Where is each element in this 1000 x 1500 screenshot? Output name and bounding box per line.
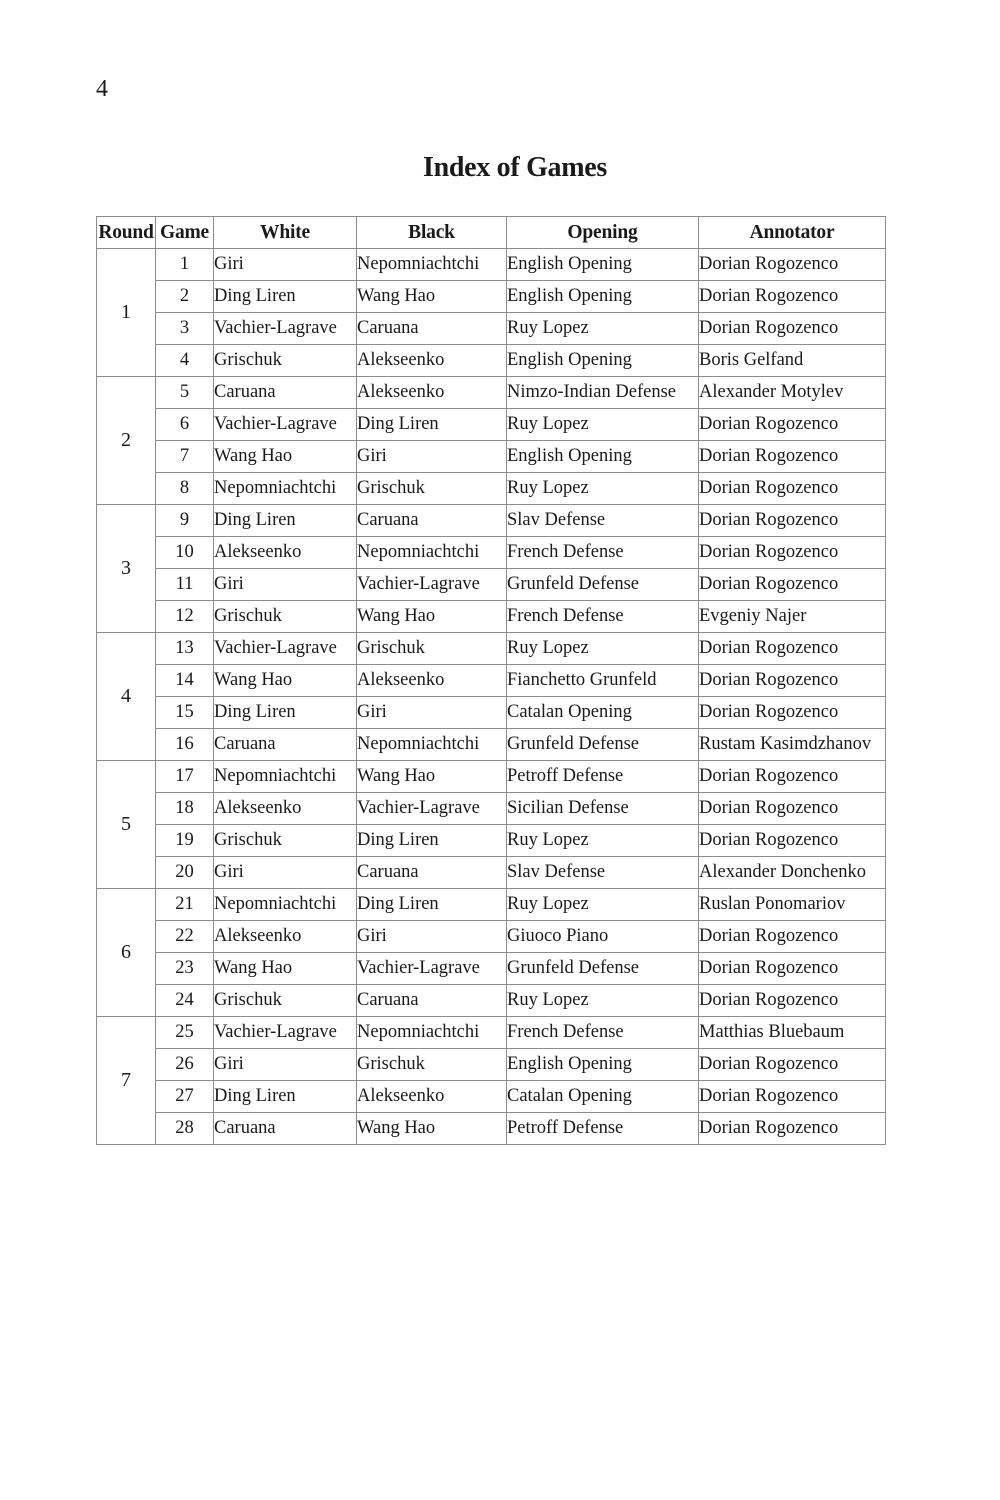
black-cell: Alekseenko bbox=[357, 1081, 507, 1113]
annotator-cell: Dorian Rogozenco bbox=[699, 1049, 886, 1081]
opening-cell: Grunfeld Defense bbox=[507, 729, 699, 761]
black-cell: Grischuk bbox=[357, 1049, 507, 1081]
table-row bbox=[97, 1113, 886, 1145]
black-cell: Ding Liren bbox=[357, 409, 507, 441]
white-cell: Wang Hao bbox=[214, 953, 357, 985]
table-row bbox=[97, 537, 886, 569]
table-row bbox=[97, 825, 886, 857]
opening-cell: English Opening bbox=[507, 1049, 699, 1081]
game-cell: 3 bbox=[156, 313, 214, 345]
black-cell: Grischuk bbox=[357, 473, 507, 505]
black-cell: Giri bbox=[357, 921, 507, 953]
game-cell: 6 bbox=[156, 409, 214, 441]
annotator-cell: Dorian Rogozenco bbox=[699, 697, 886, 729]
game-cell: 21 bbox=[156, 889, 214, 921]
game-cell: 25 bbox=[156, 1017, 214, 1049]
opening-cell: Ruy Lopez bbox=[507, 985, 699, 1017]
opening-cell: English Opening bbox=[507, 441, 699, 473]
game-cell: 10 bbox=[156, 537, 214, 569]
table-row bbox=[97, 473, 886, 505]
table-row bbox=[97, 697, 886, 729]
opening-cell: Slav Defense bbox=[507, 505, 699, 537]
opening-cell: Giuoco Piano bbox=[507, 921, 699, 953]
annotator-cell: Rustam Kasimdzhanov bbox=[699, 729, 886, 761]
annotator-cell: Evgeniy Najer bbox=[699, 601, 886, 633]
column-header-opening: Opening bbox=[507, 217, 699, 249]
black-cell: Caruana bbox=[357, 313, 507, 345]
opening-cell: Ruy Lopez bbox=[507, 313, 699, 345]
game-cell: 11 bbox=[156, 569, 214, 601]
annotator-cell: Dorian Rogozenco bbox=[699, 409, 886, 441]
black-cell: Caruana bbox=[357, 857, 507, 889]
table-row bbox=[97, 281, 886, 313]
white-cell: Grischuk bbox=[214, 345, 357, 377]
opening-cell: Ruy Lopez bbox=[507, 825, 699, 857]
opening-cell: French Defense bbox=[507, 1017, 699, 1049]
white-cell: Ding Liren bbox=[214, 697, 357, 729]
black-cell: Vachier-Lagrave bbox=[357, 953, 507, 985]
white-cell: Vachier-Lagrave bbox=[214, 1017, 357, 1049]
round-cell: 6 bbox=[97, 889, 156, 1017]
black-cell: Nepomniachtchi bbox=[357, 537, 507, 569]
annotator-cell: Dorian Rogozenco bbox=[699, 825, 886, 857]
table-row bbox=[97, 889, 886, 921]
black-cell: Ding Liren bbox=[357, 825, 507, 857]
round-cell: 5 bbox=[97, 761, 156, 889]
opening-cell: French Defense bbox=[507, 601, 699, 633]
opening-cell: French Defense bbox=[507, 537, 699, 569]
white-cell: Nepomniachtchi bbox=[214, 889, 357, 921]
white-cell: Alekseenko bbox=[214, 921, 357, 953]
opening-cell: Ruy Lopez bbox=[507, 889, 699, 921]
table-row bbox=[97, 441, 886, 473]
annotator-cell: Alexander Donchenko bbox=[699, 857, 886, 889]
opening-cell: Petroff Defense bbox=[507, 1113, 699, 1145]
opening-cell: Fianchetto Grunfeld bbox=[507, 665, 699, 697]
game-cell: 1 bbox=[156, 249, 214, 281]
column-header-round: Round bbox=[97, 217, 156, 249]
opening-cell: English Opening bbox=[507, 281, 699, 313]
annotator-cell: Ruslan Ponomariov bbox=[699, 889, 886, 921]
game-cell: 23 bbox=[156, 953, 214, 985]
black-cell: Giri bbox=[357, 697, 507, 729]
opening-cell: Ruy Lopez bbox=[507, 473, 699, 505]
game-cell: 20 bbox=[156, 857, 214, 889]
table-row bbox=[97, 409, 886, 441]
white-cell: Nepomniachtchi bbox=[214, 761, 357, 793]
table-row bbox=[97, 729, 886, 761]
game-cell: 18 bbox=[156, 793, 214, 825]
game-cell: 9 bbox=[156, 505, 214, 537]
round-cell: 7 bbox=[97, 1017, 156, 1145]
annotator-cell: Dorian Rogozenco bbox=[699, 281, 886, 313]
white-cell: Caruana bbox=[214, 1113, 357, 1145]
annotator-cell: Dorian Rogozenco bbox=[699, 313, 886, 345]
table-body bbox=[97, 249, 886, 1145]
white-cell: Wang Hao bbox=[214, 665, 357, 697]
game-cell: 14 bbox=[156, 665, 214, 697]
opening-cell: English Opening bbox=[507, 249, 699, 281]
table-row bbox=[97, 793, 886, 825]
opening-cell: Ruy Lopez bbox=[507, 409, 699, 441]
annotator-cell: Dorian Rogozenco bbox=[699, 985, 886, 1017]
annotator-cell: Dorian Rogozenco bbox=[699, 441, 886, 473]
white-cell: Caruana bbox=[214, 729, 357, 761]
table-row bbox=[97, 953, 886, 985]
game-cell: 26 bbox=[156, 1049, 214, 1081]
opening-cell: Catalan Opening bbox=[507, 1081, 699, 1113]
annotator-cell: Dorian Rogozenco bbox=[699, 505, 886, 537]
round-cell: 4 bbox=[97, 633, 156, 761]
white-cell: Giri bbox=[214, 857, 357, 889]
round-cell: 2 bbox=[97, 377, 156, 505]
table-row bbox=[97, 505, 886, 537]
opening-cell: Catalan Opening bbox=[507, 697, 699, 729]
black-cell: Wang Hao bbox=[357, 281, 507, 313]
opening-cell: Slav Defense bbox=[507, 857, 699, 889]
page-number: 4 bbox=[96, 76, 108, 102]
annotator-cell: Dorian Rogozenco bbox=[699, 761, 886, 793]
annotator-cell: Dorian Rogozenco bbox=[699, 473, 886, 505]
white-cell: Vachier-Lagrave bbox=[214, 409, 357, 441]
games-index-table bbox=[96, 216, 886, 1145]
black-cell: Nepomniachtchi bbox=[357, 1017, 507, 1049]
black-cell: Ding Liren bbox=[357, 889, 507, 921]
table-row bbox=[97, 1017, 886, 1049]
annotator-cell: Dorian Rogozenco bbox=[699, 953, 886, 985]
annotator-cell: Dorian Rogozenco bbox=[699, 1113, 886, 1145]
black-cell: Vachier-Lagrave bbox=[357, 793, 507, 825]
black-cell: Nepomniachtchi bbox=[357, 729, 507, 761]
table-row bbox=[97, 377, 886, 409]
opening-cell: Sicilian Defense bbox=[507, 793, 699, 825]
black-cell: Wang Hao bbox=[357, 761, 507, 793]
white-cell: Ding Liren bbox=[214, 505, 357, 537]
table-row bbox=[97, 1081, 886, 1113]
table-row bbox=[97, 601, 886, 633]
table-row bbox=[97, 633, 886, 665]
game-cell: 12 bbox=[156, 601, 214, 633]
opening-cell: English Opening bbox=[507, 345, 699, 377]
table-row bbox=[97, 345, 886, 377]
game-cell: 15 bbox=[156, 697, 214, 729]
white-cell: Alekseenko bbox=[214, 537, 357, 569]
black-cell: Giri bbox=[357, 441, 507, 473]
game-cell: 7 bbox=[156, 441, 214, 473]
column-header-black: Black bbox=[357, 217, 507, 249]
black-cell: Caruana bbox=[357, 985, 507, 1017]
game-cell: 16 bbox=[156, 729, 214, 761]
white-cell: Grischuk bbox=[214, 601, 357, 633]
table-row bbox=[97, 569, 886, 601]
black-cell: Vachier-Lagrave bbox=[357, 569, 507, 601]
annotator-cell: Dorian Rogozenco bbox=[699, 633, 886, 665]
white-cell: Caruana bbox=[214, 377, 357, 409]
opening-cell: Petroff Defense bbox=[507, 761, 699, 793]
white-cell: Ding Liren bbox=[214, 281, 357, 313]
game-cell: 22 bbox=[156, 921, 214, 953]
game-cell: 24 bbox=[156, 985, 214, 1017]
page-title: Index of Games bbox=[422, 152, 608, 183]
white-cell: Vachier-Lagrave bbox=[214, 633, 357, 665]
table-row bbox=[97, 761, 886, 793]
game-cell: 19 bbox=[156, 825, 214, 857]
white-cell: Alekseenko bbox=[214, 793, 357, 825]
black-cell: Wang Hao bbox=[357, 601, 507, 633]
round-cell: 1 bbox=[97, 249, 156, 377]
annotator-cell: Dorian Rogozenco bbox=[699, 921, 886, 953]
white-cell: Giri bbox=[214, 1049, 357, 1081]
black-cell: Alekseenko bbox=[357, 345, 507, 377]
table-row bbox=[97, 985, 886, 1017]
game-cell: 2 bbox=[156, 281, 214, 313]
annotator-cell: Boris Gelfand bbox=[699, 345, 886, 377]
annotator-cell: Dorian Rogozenco bbox=[699, 793, 886, 825]
game-cell: 8 bbox=[156, 473, 214, 505]
annotator-cell: Dorian Rogozenco bbox=[699, 249, 886, 281]
table-row bbox=[97, 665, 886, 697]
white-cell: Grischuk bbox=[214, 985, 357, 1017]
game-cell: 13 bbox=[156, 633, 214, 665]
black-cell: Wang Hao bbox=[357, 1113, 507, 1145]
game-cell: 4 bbox=[156, 345, 214, 377]
game-cell: 28 bbox=[156, 1113, 214, 1145]
white-cell: Wang Hao bbox=[214, 441, 357, 473]
table-row bbox=[97, 313, 886, 345]
annotator-cell: Dorian Rogozenco bbox=[699, 537, 886, 569]
game-cell: 17 bbox=[156, 761, 214, 793]
opening-cell: Grunfeld Defense bbox=[507, 569, 699, 601]
column-header-white: White bbox=[214, 217, 357, 249]
opening-cell: Grunfeld Defense bbox=[507, 953, 699, 985]
annotator-cell: Alexander Motylev bbox=[699, 377, 886, 409]
table-header-row bbox=[97, 217, 886, 249]
table-row bbox=[97, 921, 886, 953]
white-cell: Giri bbox=[214, 569, 357, 601]
opening-cell: Ruy Lopez bbox=[507, 633, 699, 665]
black-cell: Caruana bbox=[357, 505, 507, 537]
game-cell: 5 bbox=[156, 377, 214, 409]
black-cell: Grischuk bbox=[357, 633, 507, 665]
annotator-cell: Dorian Rogozenco bbox=[699, 569, 886, 601]
table-row bbox=[97, 1049, 886, 1081]
annotator-cell: Dorian Rogozenco bbox=[699, 665, 886, 697]
white-cell: Nepomniachtchi bbox=[214, 473, 357, 505]
black-cell: Alekseenko bbox=[357, 377, 507, 409]
annotator-cell: Matthias Bluebaum bbox=[699, 1017, 886, 1049]
table-row bbox=[97, 249, 886, 281]
black-cell: Alekseenko bbox=[357, 665, 507, 697]
white-cell: Giri bbox=[214, 249, 357, 281]
column-header-game: Game bbox=[156, 217, 214, 249]
white-cell: Vachier-Lagrave bbox=[214, 313, 357, 345]
white-cell: Grischuk bbox=[214, 825, 357, 857]
round-cell: 3 bbox=[97, 505, 156, 633]
white-cell: Ding Liren bbox=[214, 1081, 357, 1113]
game-cell: 27 bbox=[156, 1081, 214, 1113]
opening-cell: Nimzo-Indian Defense bbox=[507, 377, 699, 409]
black-cell: Nepomniachtchi bbox=[357, 249, 507, 281]
column-header-annotator: Annotator bbox=[699, 217, 886, 249]
table-row bbox=[97, 857, 886, 889]
annotator-cell: Dorian Rogozenco bbox=[699, 1081, 886, 1113]
